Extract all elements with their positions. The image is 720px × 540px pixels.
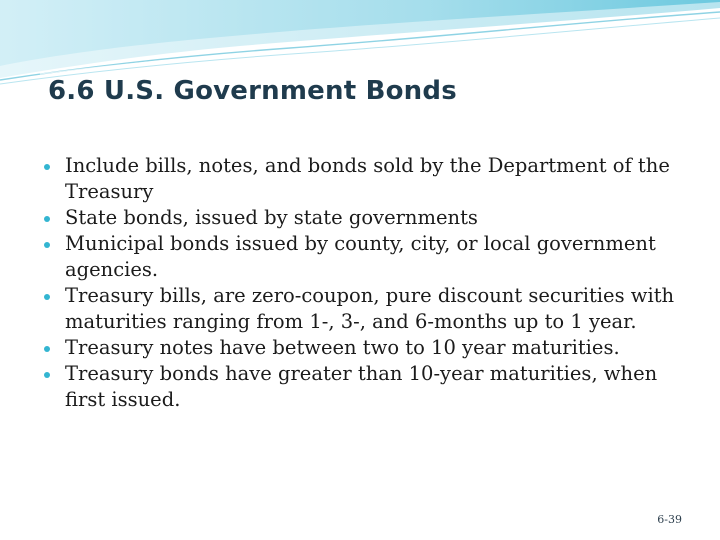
- bullet-text: Treasury bills, are zero-coupon, pure discount securities with maturities ranging from 1-, 3-, and 6-months up to 1 year.: [65, 284, 675, 333]
- bullet-item: [44, 335, 684, 361]
- bullet-dot-icon: [44, 294, 50, 300]
- bullet-text: Treasury bonds have greater than 10-year maturities, when first issued.: [65, 362, 658, 411]
- bullet-text: State bonds, issued by state governments: [65, 206, 478, 229]
- bullet-text: Municipal bonds issued by county, city, or local government agencies.: [65, 232, 656, 281]
- slide-title: 6.6 U.S. Government Bonds: [48, 76, 457, 106]
- bullet-text: Include bills, notes, and bonds sold by the Department of the Treasury: [65, 154, 670, 203]
- bullet-dot-icon: [44, 164, 50, 170]
- bullet-item: [44, 153, 684, 205]
- bullet-text: Treasury notes have between two to 10 year maturities.: [65, 336, 620, 359]
- bullet-item: [44, 361, 684, 413]
- bullet-item: [44, 283, 684, 335]
- page-number: 6-39: [657, 513, 682, 526]
- bullet-item: [44, 205, 684, 231]
- bullet-list: [44, 153, 684, 413]
- bullet-item: [44, 231, 684, 283]
- bullet-dot-icon: [44, 346, 50, 352]
- bullet-dot-icon: [44, 242, 50, 248]
- bullet-dot-icon: [44, 216, 50, 222]
- bullet-dot-icon: [44, 372, 50, 378]
